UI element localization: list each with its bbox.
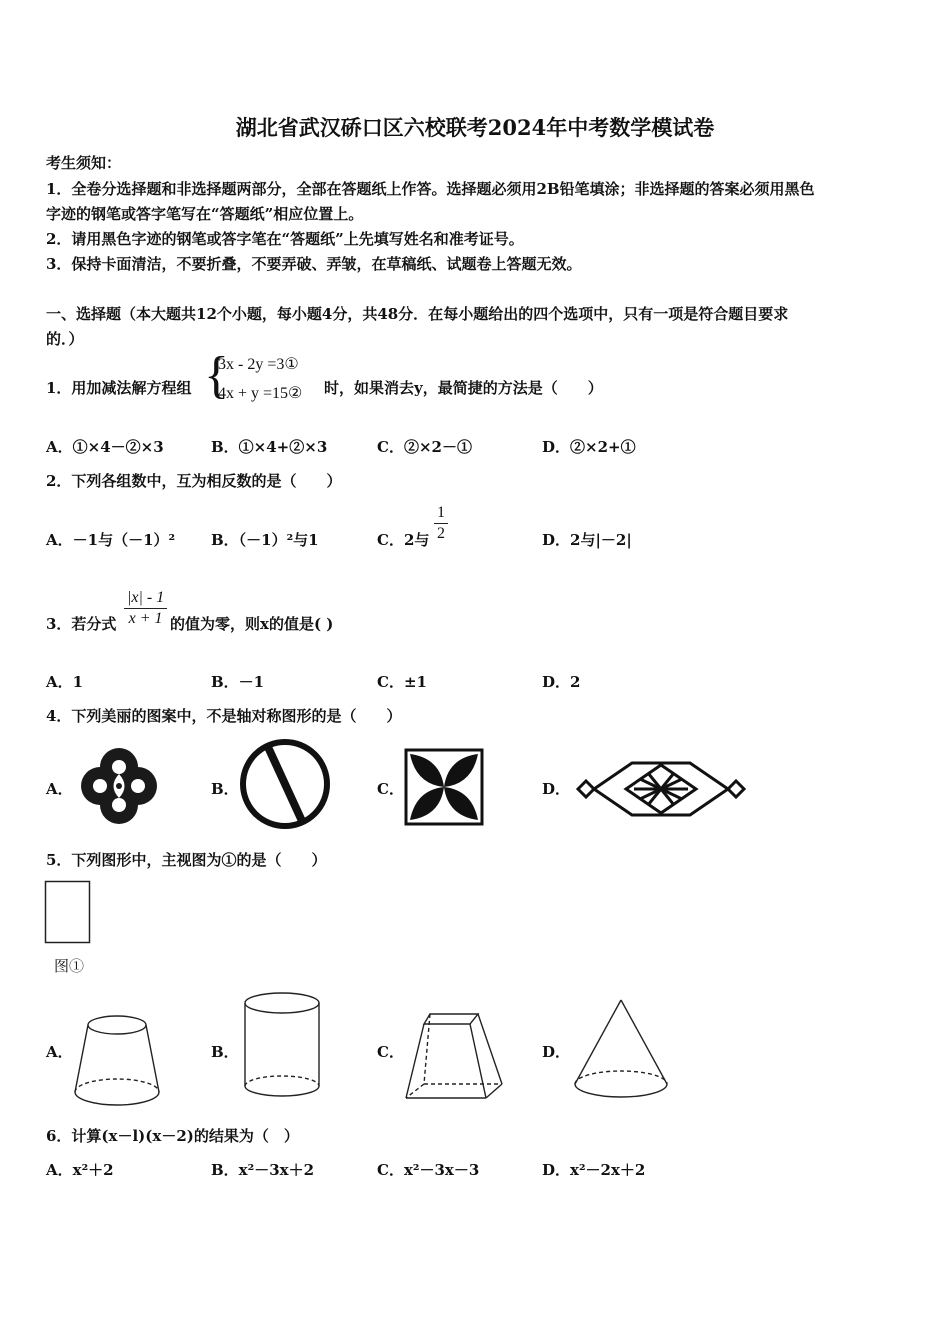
q3-option-a[interactable]: A．1	[46, 673, 84, 691]
q1-suffix: 时，如果消去y，最简捷的方法是（ ）	[324, 379, 603, 397]
q4-stem: 4．下列美丽的图案中，不是轴对称图形的是（ ）	[46, 707, 402, 725]
q2-option-d[interactable]: D．2与|－2|	[542, 531, 632, 549]
q5-stem: 5．下列图形中，主视图为①的是（ ）	[46, 851, 327, 869]
q5-label-b[interactable]: B．	[211, 1043, 239, 1061]
q3-fraction-numerator: |x| - 1	[124, 588, 167, 609]
q4-label-c[interactable]: C．	[377, 780, 404, 798]
q4-label-d[interactable]: D．	[542, 780, 571, 798]
q5-figure-d-cone-icon	[570, 996, 672, 1102]
q6-option-a[interactable]: A．x²＋2	[46, 1161, 114, 1179]
q6-option-b[interactable]: B．x²－3x＋2	[211, 1161, 315, 1179]
q4-figure-b-slash-circle-icon	[238, 737, 332, 831]
q1-option-d[interactable]: D．②×2+①	[542, 438, 636, 456]
q1-brace: {	[204, 347, 229, 404]
q1-equation-2: 4x + y =15②	[218, 385, 303, 402]
section-heading-line-2: 的．）	[46, 330, 84, 348]
q5-label-d[interactable]: D．	[542, 1043, 571, 1061]
notice-line-2: 2．请用黑色字迹的钢笔或答字笔在“答题纸”上先填写姓名和准考证号。	[46, 230, 524, 248]
q1-prefix: 1．用加减法解方程组	[46, 379, 192, 397]
q3-option-d[interactable]: D．2	[542, 673, 581, 691]
q1-option-b[interactable]: B．①×4+②×3	[211, 438, 328, 456]
q2-option-b[interactable]: B．（－1）²与1	[211, 531, 319, 549]
q2-option-c[interactable]: C．2与	[377, 531, 430, 549]
section-heading-line-1: 一、选择题（本大题共12个小题，每小题4分，共48分．在每小题给出的四个选项中，只有一项是符合题目要求	[46, 305, 789, 323]
q2-fraction-numerator: 1	[434, 503, 448, 524]
q1-option-c[interactable]: C．②×2－①	[377, 438, 472, 456]
q6-option-d[interactable]: D．x²－2x＋2	[542, 1161, 646, 1179]
q3-fraction-denominator: x + 1	[128, 610, 163, 627]
q2-option-c-fraction	[434, 503, 448, 544]
q2-option-a[interactable]: A．－1与（－1）²	[46, 531, 176, 549]
q6-stem: 6．计算(x－l)(x－2)的结果为（ ）	[46, 1127, 299, 1145]
q3-suffix: 的值为零，则x的值是( )	[170, 615, 334, 633]
q6-option-c[interactable]: C．x²－3x－3	[377, 1161, 480, 1179]
page-title: 湖北省武汉硚口区六校联考2024年中考数学模试卷	[235, 115, 715, 140]
q5-label-c[interactable]: C．	[377, 1043, 404, 1061]
notice-line-1b: 字迹的钢笔或答字笔写在“答题纸”相应位置上。	[46, 205, 364, 223]
notice-line-1a: 1．全卷分选择题和非选择题两部分，全部在答题纸上作答。选择题必须用2B铅笔填涂；非选择题的答案必须用黑色	[46, 180, 815, 198]
q4-figure-a-lobes-icon	[78, 745, 160, 827]
q3-fraction	[124, 588, 167, 629]
q4-label-b[interactable]: B．	[211, 780, 239, 798]
q1-option-a[interactable]: A．①×4－②×3	[46, 438, 164, 456]
q3-prefix: 3．若分式	[46, 615, 117, 633]
q5-figure-1-rectangle-icon	[44, 880, 92, 946]
q3-option-b[interactable]: B．－1	[211, 673, 265, 691]
q3-option-c[interactable]: C．±1	[377, 673, 427, 691]
q5-label-a[interactable]: A．	[46, 1043, 73, 1061]
q5-figure-c-prism-frustum-icon	[402, 1010, 506, 1104]
q5-figure-caption: 图①	[54, 957, 85, 975]
q5-figure-a-frustum-icon	[70, 1010, 164, 1110]
q2-fraction-denominator: 2	[437, 525, 445, 542]
q2-stem: 2．下列各组数中，互为相反数的是（ ）	[46, 472, 342, 490]
q4-label-a[interactable]: A．	[46, 780, 73, 798]
notice-line-3: 3．保持卡面清洁，不要折叠，不要弄破、弄皱，在草稿纸、试题卷上答题无效。	[46, 255, 582, 273]
q4-figure-c-leaf-square-icon	[404, 748, 484, 826]
notice-heading: 考生须知：	[46, 154, 122, 172]
q4-figure-d-knot-icon	[576, 757, 746, 821]
q5-figure-b-cylinder-icon	[240, 990, 324, 1102]
q1-equation-1: 3x - 2y =3①	[218, 356, 299, 373]
